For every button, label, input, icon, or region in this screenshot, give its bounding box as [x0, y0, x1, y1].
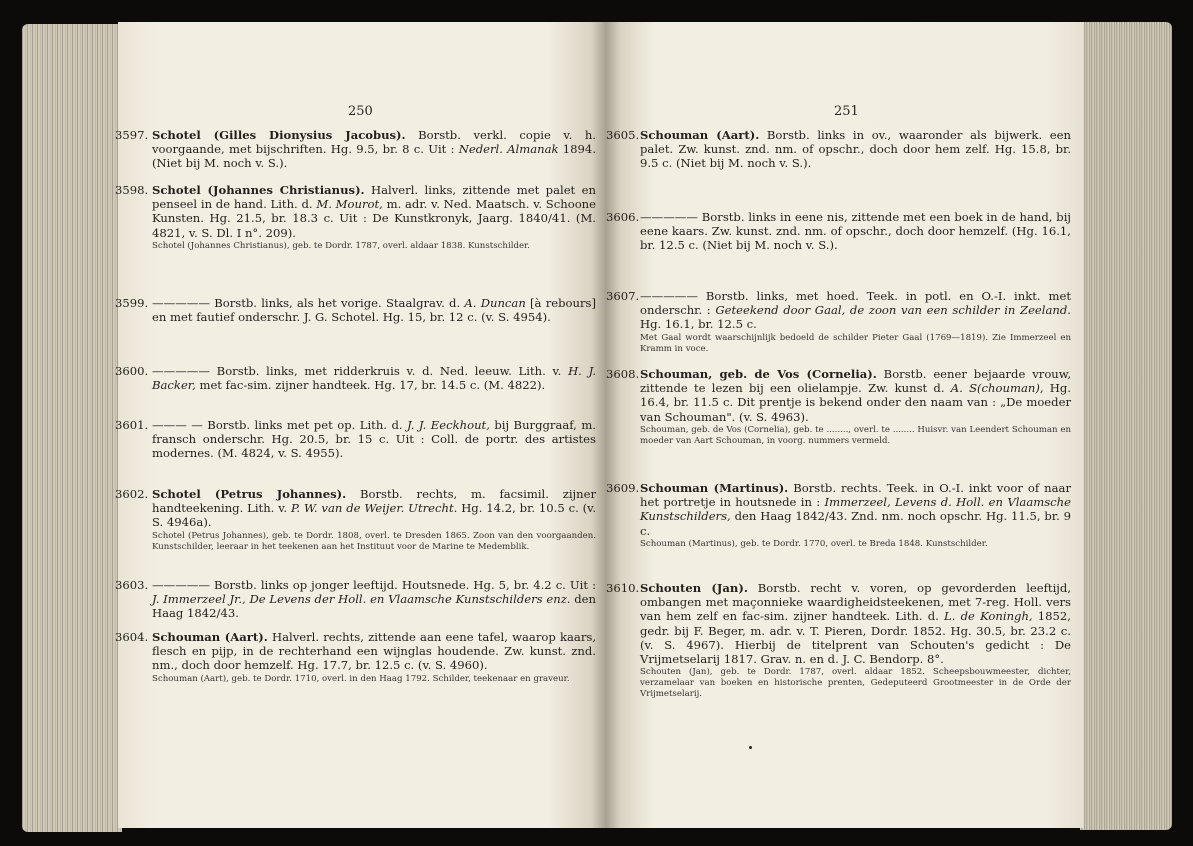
entry-note: Schotel (Petrus Johannes), geb. te Dordr. 1808, overl. te Dresden 1865. Zoon van den voorgaanden. Kunstschilder, leeraar in het teekenen aan het Instituut voor de Marine te Medemblik.	[152, 530, 596, 552]
entry-note: Schouman (Martinus), geb. te Dordr. 1770, overl. te Breda 1848. Kunstschilder.	[640, 538, 988, 549]
entry-text: ————— Borstb. links in eene nis, zittende met een boek in de hand, bij eene kaars. Zw. kunst. znd. nm. of opschr., doch door hemzelf. (Hg. 16.1, br. 12.5 c. (Niet bij M. noch v. S.).	[640, 210, 1071, 253]
entry-text: Borstb. rechts. Teek. in O.-I. inkt voor of naar het portretje in houtsnede in :	[640, 481, 1072, 510]
entry-name: Schotel (Johannes Christianus).	[152, 183, 365, 197]
left-page-number: 250	[348, 104, 373, 119]
entry-name: Schotel (Petrus Johannes).	[152, 487, 347, 501]
entry-text: Borstb. links in ov., waaronder als bijwerk. een palet. Zw. kunst. znd. nm. of opschr., doch door hem zelf. Hg. 15.8, br. 9.5 c. (Niet bij M. noch v. S.).	[640, 128, 1071, 171]
entry-number: 3599.	[115, 296, 149, 310]
entry-number: 3607.	[606, 289, 640, 303]
entry-text: ——— — Borstb. links met pet op. Lith. d.	[152, 418, 408, 432]
entry-source: A. S(chouman),	[950, 381, 1044, 396]
entry-number: 3604.	[115, 630, 149, 644]
entry-tail: 1894. (Niet bij M. noch v. S.).	[152, 142, 596, 171]
entry-number: 3603.	[115, 578, 149, 592]
entry-text: Borstb. verkl. copie v. h. voorgaande, met bijschriften. Hg. 9.5, br. 8 c. Uit :	[152, 128, 596, 157]
entry-tail: Hg. 14.2, br. 10.5 c. (v. S. 4946a).	[152, 501, 597, 530]
entry-source: M. Mourot,	[316, 197, 383, 212]
entry-number: 3600.	[115, 364, 149, 378]
entry-source: Nederl. Almanak	[458, 142, 559, 157]
entry-text: Halverl. links, zittende met palet en penseel in de hand. Lith. d.	[152, 183, 596, 212]
catalog-entry	[115, 296, 596, 325]
entry-name: Schouten (Jan).	[640, 581, 748, 595]
catalog-entry	[115, 364, 596, 393]
entry-source: H. J. Backer,	[152, 364, 596, 393]
right-page-number: 251	[834, 104, 859, 119]
entry-text: Borstb. recht v. voren, op gevorderden leeftijd, ombangen met maçonnieke waardigheidsteekenen, met 7-reg. Holl. vers van hem zelf en fac-sim. zijner handteek. Lith. d.	[640, 581, 1072, 624]
entry-note: Schouten (Jan), geb. te Dordr. 1787, overl. aldaar 1852. Scheepsbouwmeester, dichter, verzamelaar van boeken en historische prenten, Gedeputeerd Grootmeester in de Orde der Vrijmetselarij.	[640, 667, 1071, 700]
entry-note: Schotel (Johannes Christianus), geb. te Dordr. 1787, overl. aldaar 1838. Kunstschilder.	[152, 240, 530, 251]
entry-text: Borstb. rechts, m. facsimil. zijner handteekening. Lith. v.	[152, 487, 597, 516]
entry-number: 3606.	[606, 210, 640, 224]
entry-name: Schouman (Aart).	[152, 630, 268, 644]
entry-text: Halverl. rechts, zittende aan eene tafel, waarop kaars, flesch en pijp, in de rechterhand een wijnglas houdende. Zw. kunst. znd. nm., doch door hemzelf. Hg. 17.7, br. 12.5 c. (v. S. 4960).	[152, 630, 597, 673]
catalog-entry	[606, 210, 1071, 253]
ink-dot	[749, 746, 752, 749]
catalog-entry	[115, 418, 596, 461]
entry-number: 3610.	[606, 581, 640, 595]
entry-number: 3598.	[115, 183, 149, 197]
entry-tail: Hg. 16.1, br. 12.5 c.	[640, 317, 757, 332]
entry-name: Schouman (Aart).	[640, 128, 760, 142]
catalog-entry	[606, 128, 1071, 171]
catalog-entry	[115, 128, 596, 171]
entry-source: J. J. Eeckhout,	[407, 418, 490, 432]
entry-tail: den Haag 1842/43.	[152, 592, 597, 621]
entry-text: ————— Borstb. links op jonger leeftijd. Houtsnede. Hg. 5, br. 4.2 c. Uit :	[152, 578, 596, 592]
entry-source: A. Duncan	[464, 296, 526, 310]
entry-source: P. W. van de Weijer. Utrecht.	[290, 501, 458, 516]
entry-text: Borstb. eener bejaarde vrouw, zittende te lezen bij een olielampje. Zw. kunst d.	[640, 367, 1072, 396]
page-edges-left	[22, 24, 122, 832]
page-edges-right	[1080, 22, 1172, 830]
entry-name: Schouman, geb. de Vos (Cornelia).	[640, 367, 877, 381]
entry-tail: Hg. 16.4, br. 11.5 c. Dit prentje is bekend onder den naam van : „De moeder van Schouman". (v. S. 4963).	[640, 381, 1072, 424]
entry-tail: den Haag 1842/43. Znd. nm. noch opschr. Hg. 11.5, br. 9 c.	[640, 509, 1071, 538]
entry-text: ————— Borstb. links, met hoed. Teek. in potl. en O.-I. inkt. met onderschr. :	[640, 289, 1071, 318]
entry-source: L. de Koningh,	[944, 609, 1033, 624]
catalog-entry	[115, 487, 597, 553]
entry-name: Schotel (Gilles Dionysius Jacobus).	[152, 128, 406, 142]
catalog-entry	[606, 581, 1071, 700]
entry-number: 3597.	[115, 128, 149, 142]
catalog-entry	[115, 578, 597, 621]
entry-number: 3605.	[606, 128, 640, 142]
entry-source: Geteekend door Gaal, de zoon van een schilder in Zeeland.	[715, 303, 1071, 318]
entry-name: Schouman (Martinus).	[640, 481, 789, 495]
catalog-entry	[115, 183, 596, 252]
catalog-entry	[606, 289, 1071, 355]
entry-number: 3602.	[115, 487, 149, 501]
entry-tail: [à rebours] en met fautief onderschr. J. G. Schotel. Hg. 15, br. 12 c. (v. S. 4954).	[152, 296, 596, 325]
entry-text: ————— Borstb. links, als het vorige. Staalgrav. d.	[152, 296, 465, 310]
entry-source: Immerzeel, Levens d. Holl. en Vlaamsche Kunstschilders,	[640, 495, 1072, 524]
entry-number: 3609.	[606, 481, 640, 495]
entry-text: ————— Borstb. links, met ridderkruis v. d. Ned. leeuw. Lith. v.	[152, 364, 569, 378]
entry-note: Schouman (Aart), geb. te Dordr. 1710, overl. in den Haag 1792. Schilder, teekenaar en graveur.	[152, 673, 570, 684]
entry-tail: 1852, gedr. bij F. Beger, m. adr. v. T. Pieren, Dordr. 1852. Hg. 30.5, br. 23.2 c. (v. S. 4967). Hierbij de titelprent van Schouten's gedicht : De Vrijmetselarij 1817. Grav. n. en d. J. C. Bendorp. 8°.	[640, 609, 1071, 667]
entry-note: Met Gaal wordt waarschijnlijk bedoeld de schilder Pieter Gaal (1769—1819). Zie Immerzeel en Kramm in voce.	[640, 332, 1071, 354]
catalog-entry	[115, 630, 597, 685]
catalog-entry	[606, 367, 1071, 447]
catalog-entry	[606, 481, 1071, 550]
entry-source: J. Immerzeel Jr., De Levens der Holl. en Vlaamsche Kunstschilders enz.	[152, 592, 571, 607]
entry-tail: bij Burggraaf, m. fransch onderschr. Hg. 20.5, br. 15 c. Uit : Coll. de portr. des artistes modernes. (M. 4824, v. S. 4955).	[152, 418, 596, 461]
entry-tail: met fac-sim. zijner handteek. Hg. 17, br. 14.5 c. (M. 4822).	[195, 378, 546, 393]
entry-tail: m. adr. v. Ned. Maatsch. v. Schoone Kunsten. Hg. 21.5, br. 18.3 c. Uit : De Kunstkronyk, Jaarg. 1840/41. (M. 4821, v. S. Dl. I n°. 209).	[152, 197, 596, 240]
entry-number: 3608.	[606, 367, 640, 381]
entry-note: Schouman, geb. de Vos (Cornelia), geb. te ........, overl. te ........ Huisvr. van Leendert Schouman en moeder van Aart Schouman, in voorg. nummers vermeld.	[640, 424, 1071, 446]
entry-number: 3601.	[115, 418, 149, 432]
